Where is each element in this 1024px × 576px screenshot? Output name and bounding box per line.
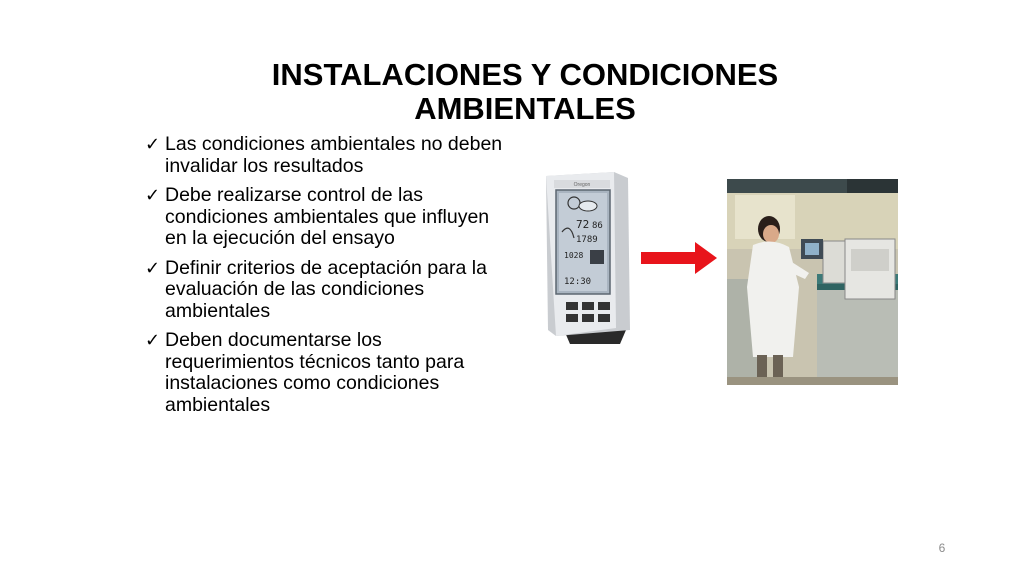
svg-text:72: 72: [576, 218, 590, 231]
bullet-text: Debe realizarse control de las condiciones ambientales que influyen en la ejecución del ensayo: [165, 184, 490, 249]
bullet-list: [145, 134, 515, 424]
check-icon: ✓: [145, 134, 161, 155]
svg-text:86: 86: [592, 221, 603, 231]
bullet-text: Deben documentarse los requerimientos técnicos tanto para instalaciones como condiciones ambientales: [165, 329, 465, 416]
bullet-item: [145, 258, 515, 323]
brand-label: Oregon: [573, 182, 591, 188]
bullet-text: Las condiciones ambientales no deben invalidar los resultados: [165, 133, 503, 177]
svg-text:12:30: 12:30: [564, 277, 592, 287]
bullet-item: [145, 134, 515, 177]
check-icon: ✓: [145, 185, 161, 206]
check-icon: ✓: [145, 330, 161, 351]
laboratory-photo: [727, 179, 898, 385]
weather-station-image: [542, 170, 632, 350]
slide-title: INSTALACIONES Y CONDICIONES AMBIENTALES: [271, 57, 779, 126]
bullet-item: [145, 330, 515, 416]
svg-text:1028: 1028: [564, 251, 584, 260]
svg-text:1789: 1789: [576, 235, 598, 245]
bullet-text: Definir criterios de aceptación para la evaluación de las condiciones ambientales: [165, 256, 487, 322]
arrow-right-icon: [641, 242, 717, 274]
page-number: 6: [938, 541, 946, 555]
bullet-item: [145, 185, 515, 250]
check-icon: ✓: [145, 257, 161, 279]
